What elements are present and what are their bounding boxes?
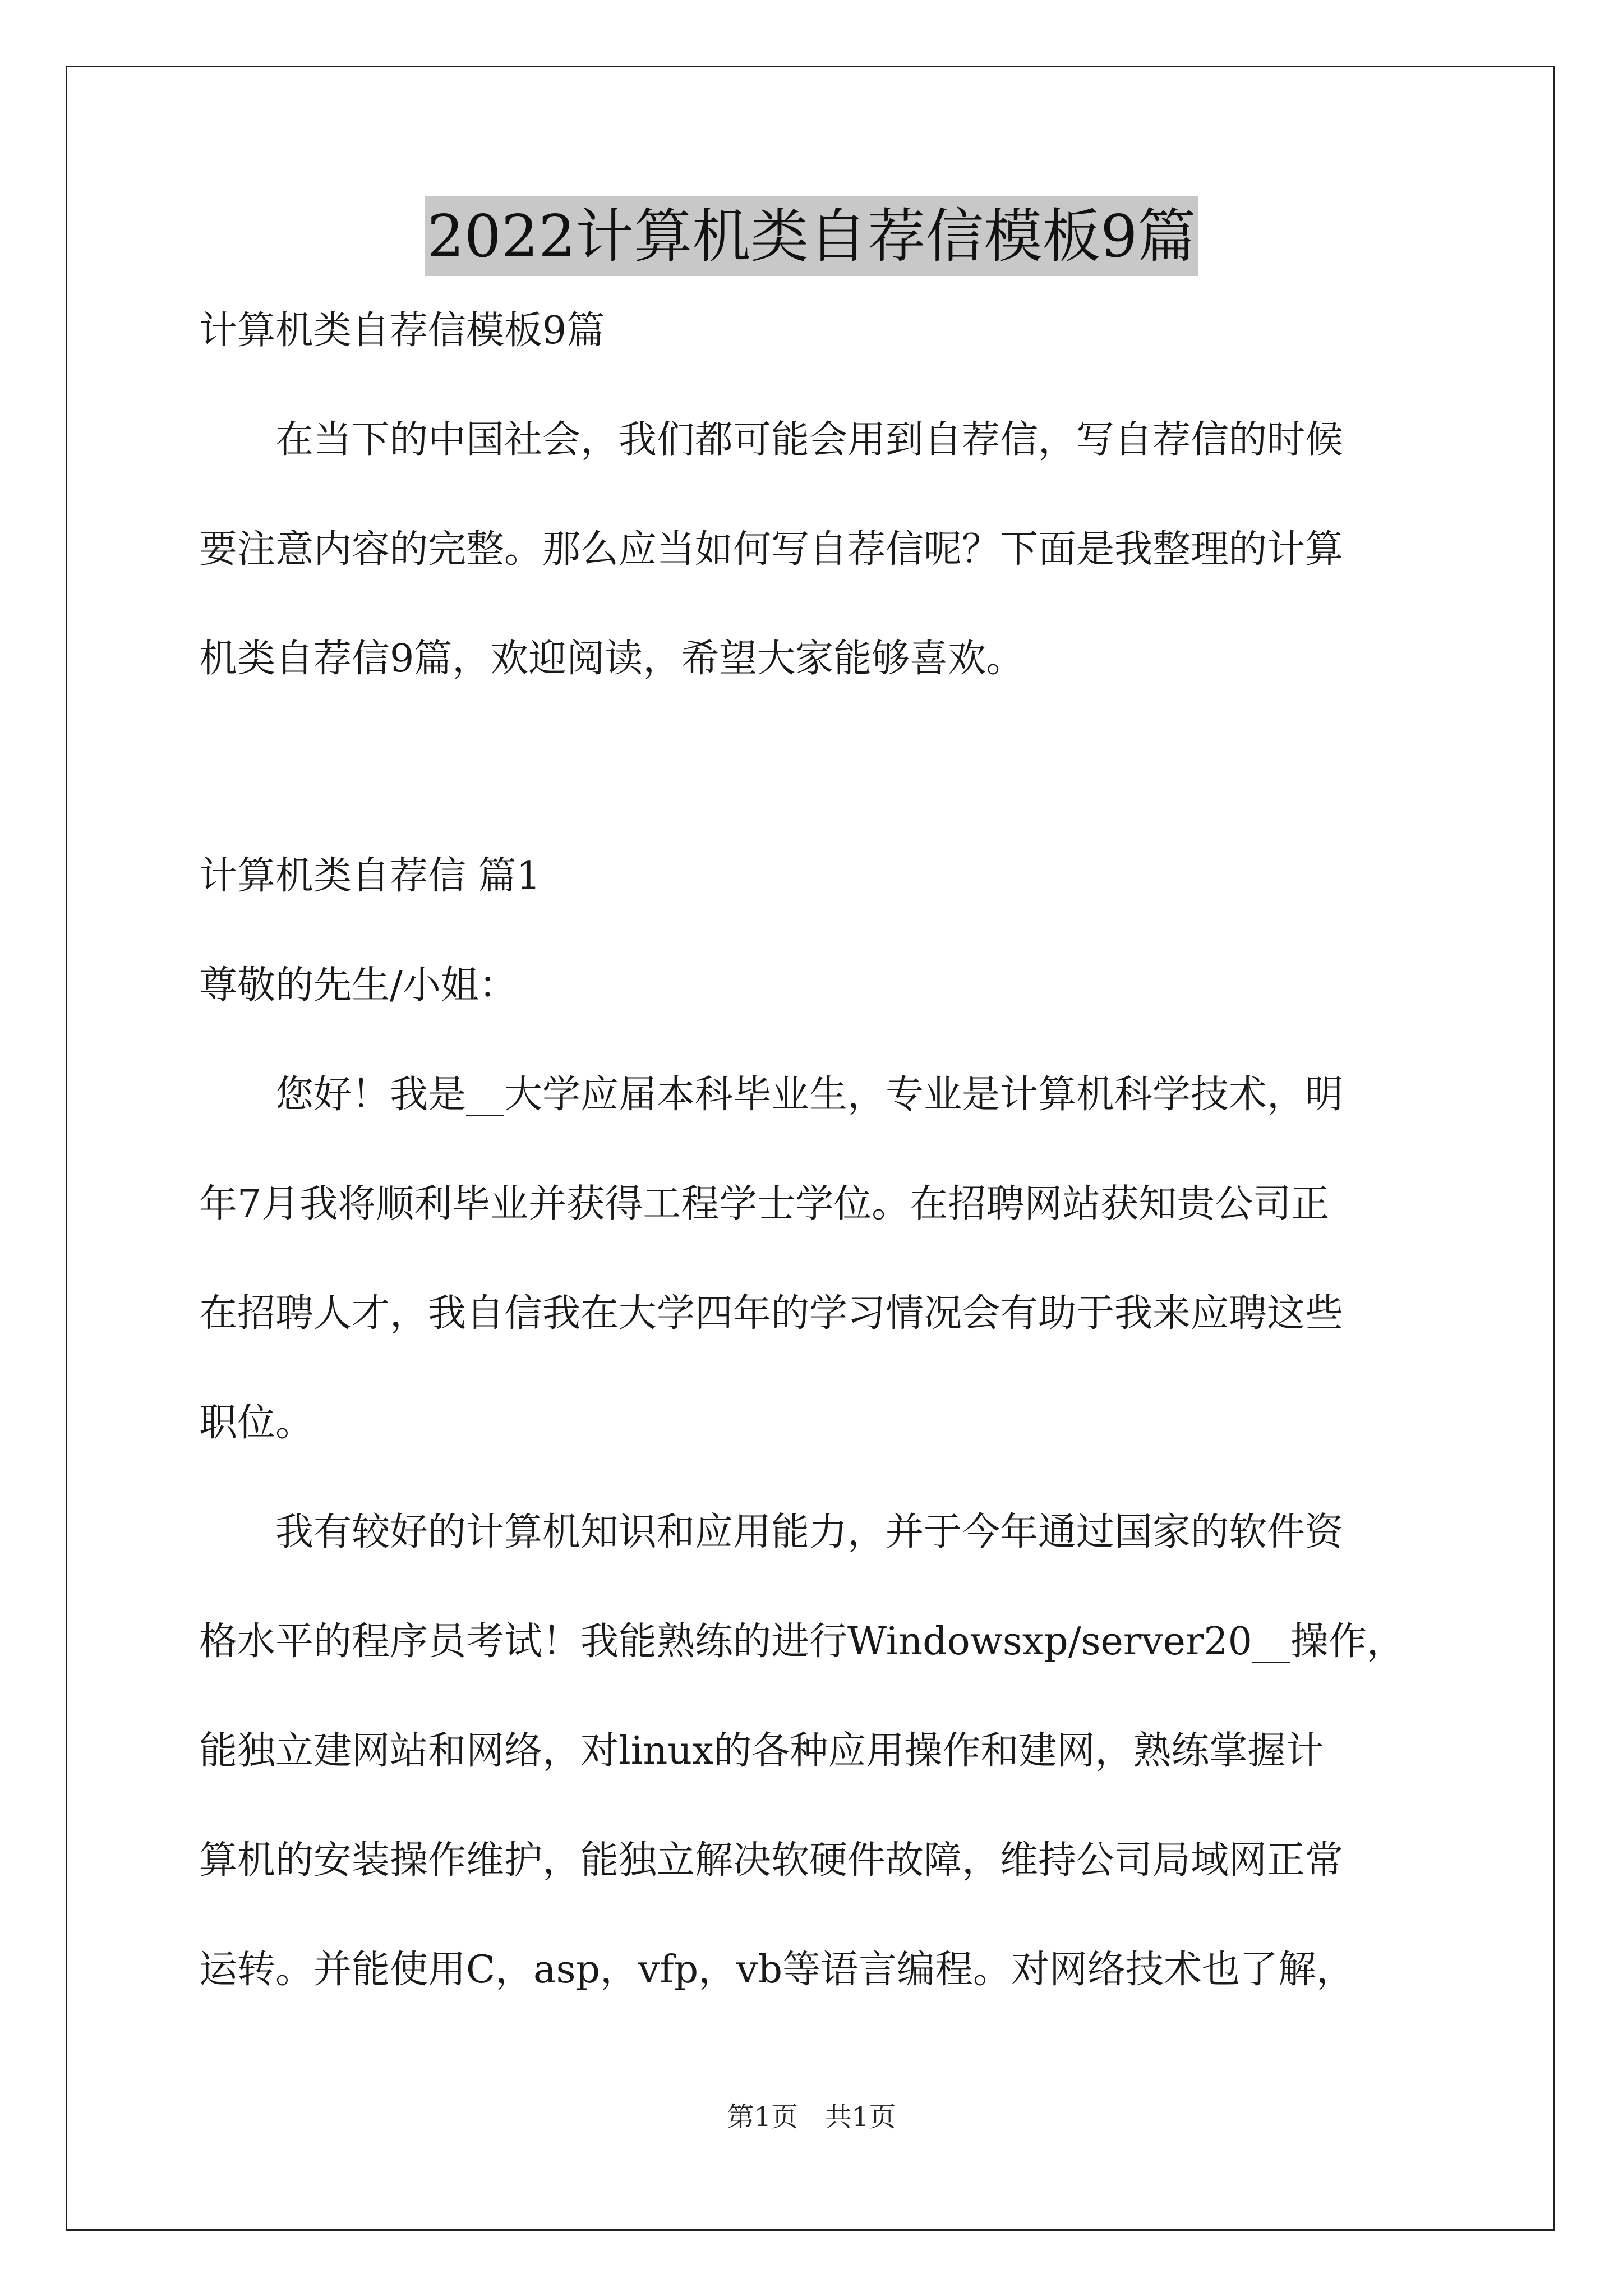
- paragraph-line: 我有较好的计算机知识和应用能力，并于今年通过国家的软件资: [199, 1510, 1344, 1554]
- subtitle-line: 计算机类自荐信模板9篇: [199, 309, 605, 353]
- paragraph-line: 在招聘人才，我自信我在大学四年的学习情况会有助于我来应聘这些: [199, 1291, 1344, 1336]
- paragraph-line: 格水平的程序员考试！我能熟练的进行Windowsxp/server20__操作，: [199, 1619, 1405, 1664]
- page-border: [66, 66, 1555, 2231]
- paragraph-line: 您好！我是__大学应届本科毕业生，专业是计算机科学技术，明: [199, 1073, 1344, 1117]
- document-title: 2022计算机类自荐信模板9篇: [425, 196, 1198, 276]
- paragraph-line: 算机的安装操作维护，能独立解决软硬件故障，维持公司局域网正常: [199, 1838, 1344, 1883]
- paragraph-line: 要注意内容的完整。那么应当如何写自荐信呢？下面是我整理的计算: [199, 527, 1344, 572]
- title-container: [0, 196, 1623, 276]
- paragraph-line: 职位。: [199, 1401, 314, 1445]
- salutation-line: 尊敬的先生/小姐：: [199, 963, 517, 1007]
- paragraph-line: 在当下的中国社会，我们都可能会用到自荐信，写自荐信的时候: [199, 418, 1344, 462]
- paragraph-line: 年7月我将顺利毕业并获得工程学士学位。在招聘网站获知贵公司正: [199, 1182, 1330, 1226]
- section-heading: 计算机类自荐信 篇1: [199, 854, 541, 898]
- paragraph-line: 运转。并能使用C，asp，vfp，vb等语言编程。对网络技术也了解，: [199, 1948, 1355, 1992]
- paragraph-line: 能独立建网站和网络，对linux的各种应用操作和建网，熟练掌握计: [199, 1729, 1324, 1773]
- page-footer: 第1页 共1页: [727, 2101, 896, 2133]
- paragraph-line: 机类自荐信9篇，欢迎阅读，希望大家能够喜欢。: [199, 637, 1025, 681]
